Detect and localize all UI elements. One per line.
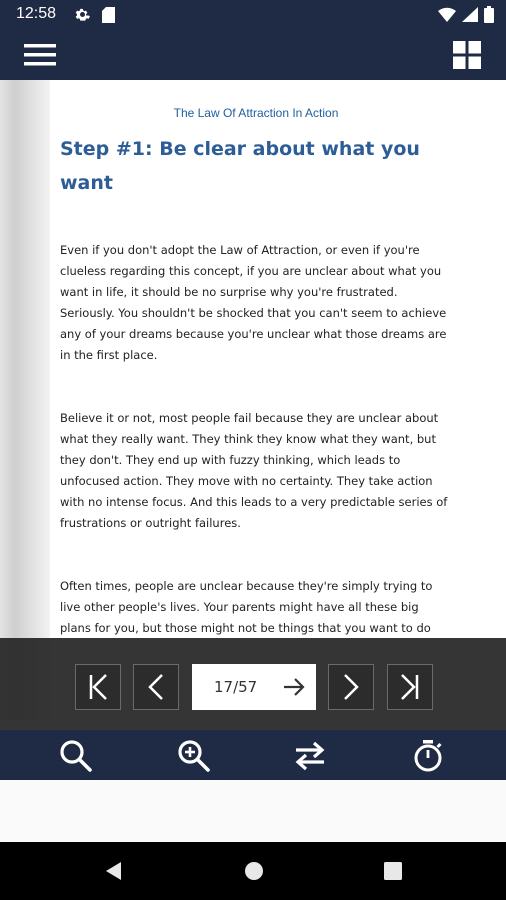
grid-icon xyxy=(452,40,482,70)
chapter-title: Step #1: Be clear about what you want xyxy=(60,138,420,194)
battery-icon xyxy=(484,6,494,27)
timer-button[interactable] xyxy=(410,738,446,774)
status-bar xyxy=(0,0,506,30)
page-navigation-overlay xyxy=(0,638,506,730)
blank-area xyxy=(0,780,506,842)
last-page-button[interactable] xyxy=(387,664,433,710)
first-page-icon xyxy=(85,672,111,702)
status-time: 12:58 xyxy=(16,5,57,22)
paragraph: Even if you don't adopt the Law of Attraction, or even if you're clueless regarding this concept, if you are unclear about what you want in life, it should be no surprise why you're frustrated. Seriously. You shouldn't be shocked that you can't seem to achieve any of your dreams because you're unclear what those dreams are in the first place. xyxy=(60,243,447,362)
go-arrow-icon[interactable] xyxy=(282,677,306,697)
app-bar xyxy=(0,30,506,80)
grid-view-button[interactable] xyxy=(452,40,482,70)
swap-icon xyxy=(293,739,327,773)
recents-icon[interactable] xyxy=(384,862,402,884)
previous-page-button[interactable] xyxy=(133,664,179,710)
sd-card-icon xyxy=(102,7,115,27)
signal-icon xyxy=(462,7,478,26)
zoom-in-button[interactable] xyxy=(176,738,212,774)
paragraph: Often times, people are unclear because they're simply trying to live other people's lives. Your parents might have all these big plans for you, but those might not be things that you want to do xyxy=(60,579,433,635)
home-icon[interactable] xyxy=(244,861,264,885)
next-page-button[interactable] xyxy=(328,664,374,710)
bottom-toolbar xyxy=(0,730,506,780)
timer-icon xyxy=(411,739,445,773)
settings-status-icon xyxy=(74,6,91,27)
running-header: The Law Of Attraction In Action xyxy=(173,106,339,120)
swap-button[interactable] xyxy=(292,738,328,774)
first-page-button[interactable] xyxy=(75,664,121,710)
next-page-icon xyxy=(338,672,364,702)
paragraph: Believe it or not, most people fail because they are unclear about what they really want. They think they know what they want, but they don't. They end up with fuzzy thinking, which leads to unfocused action. They move with no certainty. They take action with no intense focus. And this leads to a very predictable series of frustrations or outright failures. xyxy=(60,411,448,530)
last-page-icon xyxy=(397,672,423,702)
page-jump-box[interactable] xyxy=(192,664,316,710)
page-gutter-shadow xyxy=(0,80,50,720)
search-icon xyxy=(59,739,93,773)
back-icon[interactable] xyxy=(104,861,124,885)
wifi-icon xyxy=(438,7,456,26)
page-indicator[interactable]: 17/57 xyxy=(214,678,258,696)
search-button[interactable] xyxy=(58,738,94,774)
system-nav-bar xyxy=(0,842,506,900)
menu-icon xyxy=(22,40,58,70)
zoom-in-icon xyxy=(177,739,211,773)
previous-page-icon xyxy=(143,672,169,702)
menu-button[interactable] xyxy=(22,40,58,70)
